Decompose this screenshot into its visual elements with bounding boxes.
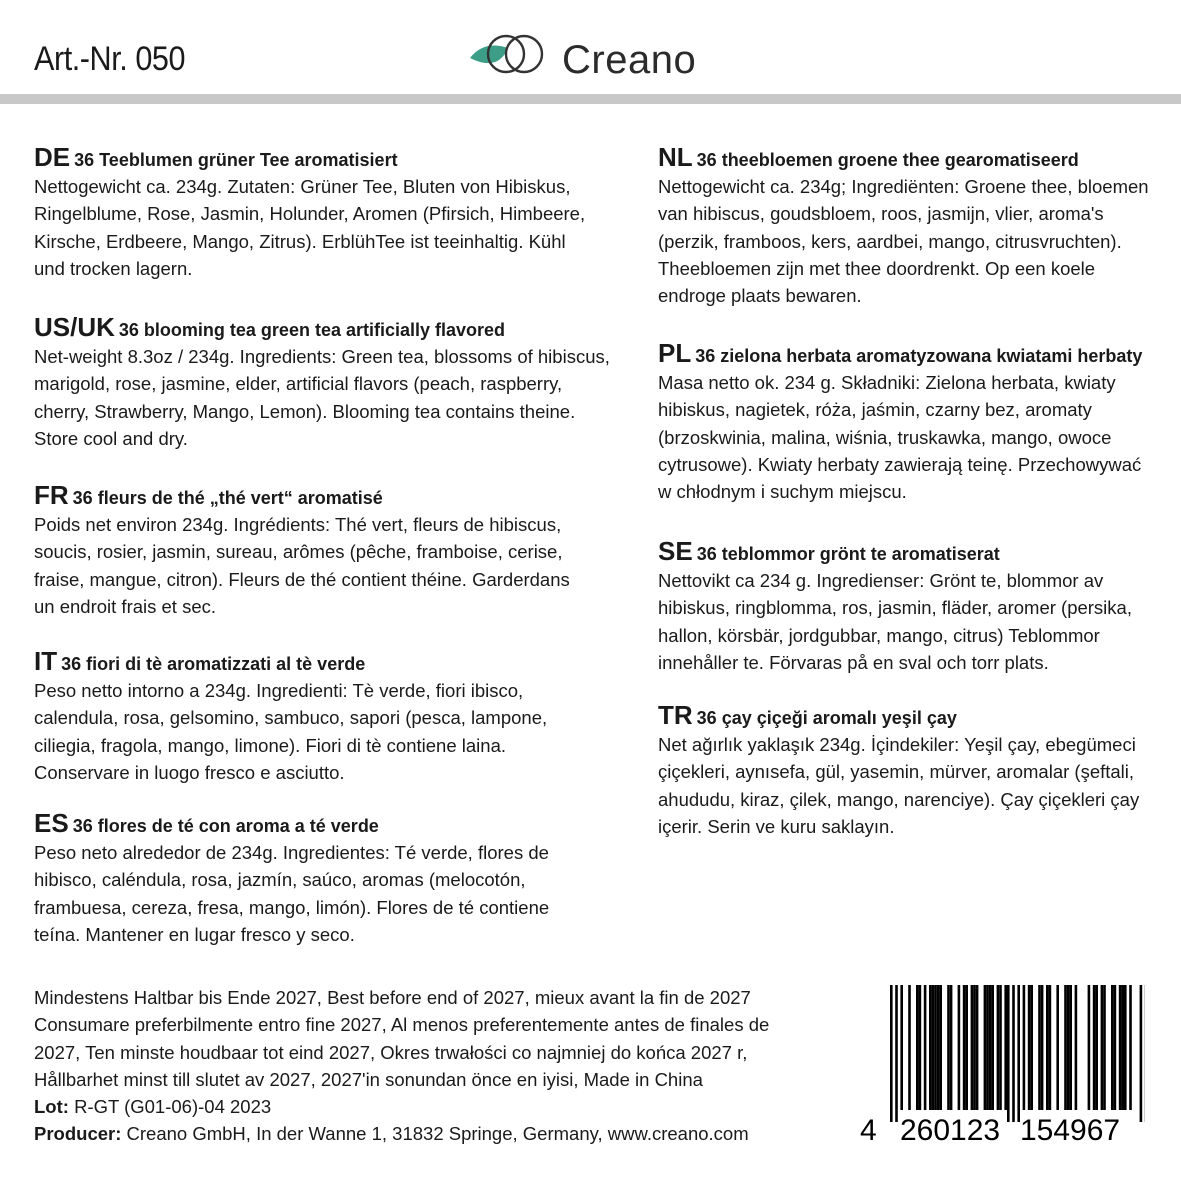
best-before-text	[34, 984, 769, 1093]
description-line: ciliegia, fragola, mango, limone). Fiori di tè contiene laina.	[34, 734, 506, 756]
barcode-bar	[965, 985, 968, 1110]
description-line: Nettogewicht ca. 234g; Ingrediënten: Groene thee, bloemen	[658, 176, 1149, 197]
barcode-bar	[1017, 985, 1020, 1122]
language-block-it	[34, 646, 547, 786]
description-line: Net ağırlık yaklaşık 234g. İçindekiler: Yeşil çay, ebegümeci	[658, 734, 1136, 755]
barcode-bar	[919, 985, 922, 1110]
barcode-bar	[1028, 985, 1031, 1110]
product-title: 36 fleurs de thé „thé vert“ aromatisé	[72, 488, 383, 508]
barcode-bar	[1088, 985, 1091, 1110]
barcode-bar	[1069, 985, 1072, 1110]
description-line: Nettogewicht ca. 234g. Zutaten: Grüner Tee, Bluten von Hibiskus,	[34, 176, 571, 197]
producer-label: Producer:	[34, 1123, 122, 1145]
description-line: Peso neto alrededor de 234g. Ingredientes: Té verde, flores de	[34, 842, 549, 863]
description-line: frambuesa, cereza, fresa, mango, limón). Flores de té contiene	[34, 896, 550, 918]
description-line: van hibiscus, goudsbloem, roos, jasmijn, vlier, aroma's	[658, 203, 1104, 225]
barcode-bar	[937, 985, 940, 1110]
block-heading	[34, 142, 585, 173]
best-before-line: Hållbarhet minst till slutet av 2027, 2027'in sonundan önce en iyisi, Made in China	[34, 1068, 703, 1090]
barcode-bar	[976, 985, 979, 1110]
description-line: innehåller te. Förvaras på en sval och torr plats.	[658, 651, 1049, 673]
barcode-bar	[1004, 985, 1007, 1110]
barcode-bar	[986, 985, 989, 1110]
block-heading	[658, 700, 1139, 731]
block-heading	[658, 338, 1142, 369]
description-line: Store cool and dry.	[34, 427, 188, 449]
brand-name: Creano	[562, 38, 697, 82]
barcode-bar	[1023, 985, 1026, 1110]
barcode-bar	[916, 985, 919, 1110]
language-code: SE	[658, 536, 693, 566]
language-code: IT	[34, 646, 58, 676]
product-title: 36 Teeblumen grüner Tee aromatisiert	[74, 150, 398, 170]
barcode-bar	[958, 985, 961, 1110]
barcode-bar	[908, 985, 911, 1110]
language-code: DE	[34, 142, 71, 172]
block-heading	[34, 808, 549, 839]
lot-value: R-GT (G01-06)-04 2023	[74, 1096, 272, 1118]
block-heading	[658, 142, 1149, 173]
language-code: ES	[34, 808, 69, 838]
language-block-se	[658, 536, 1132, 676]
barcode-bar	[1129, 985, 1132, 1110]
description-line: cherry, Strawberry, Mango, Lemon). Blooming tea contains theine.	[34, 400, 576, 422]
producer-value: Creano GmbH, In der Wanne 1, 31832 Springe, Germany, www.creano.com	[126, 1123, 749, 1145]
barcode-bar	[971, 985, 974, 1110]
description-line: Poids net environ 234g. Ingrédients: Thé vert, fleurs de hibiscus,	[34, 514, 562, 535]
barcode-bar	[1007, 985, 1010, 1122]
language-block-us-uk	[34, 312, 610, 452]
description-line: çiçekleri, aynısefa, gül, yasemin, mürver, aromalar (şeftali,	[658, 761, 1135, 783]
barcode-bar	[973, 985, 976, 1110]
language-block-nl	[658, 142, 1149, 309]
description-line: cytrusowe). Kwiaty herbaty zawierają teinę. Przechowywać	[658, 453, 1142, 475]
description-line: (perzik, framboos, kers, aardbei, mango, citrusvruchten).	[658, 230, 1122, 252]
description-line: Kirsche, Erdbeere, Mango, Zitrus). ErblühTee ist teeinhaltig. Kühl	[34, 230, 566, 252]
barcode-bar	[1041, 985, 1044, 1110]
barcode-bar	[963, 985, 966, 1110]
barcode-bar	[1111, 985, 1114, 1110]
barcode-bar	[989, 985, 992, 1110]
block-heading	[34, 480, 570, 511]
description-line: Peso netto intorno a 234g. Ingredienti: Tè verde, fiori ibisco,	[34, 680, 524, 701]
description-line: Nettovikt ca 234 g. Ingredienser: Grönt te, blommor av	[658, 570, 1104, 591]
description-line: hibisco, caléndula, rosa, jazmín, saúco, aromas (melocotón,	[34, 869, 526, 891]
barcode-bar	[1093, 985, 1096, 1110]
barcode-bar	[1124, 985, 1127, 1110]
barcode-bar	[1095, 985, 1098, 1110]
language-block-de	[34, 142, 585, 282]
block-heading	[34, 312, 610, 343]
barcode-bar	[1064, 985, 1067, 1110]
barcode-bar	[890, 985, 893, 1122]
description-line: ahududu, kiraz, çilek, mango, narenciye). Çay çiçekleri çay	[658, 788, 1140, 810]
barcode-bar	[984, 985, 987, 1110]
block-heading	[34, 646, 547, 677]
barcode-bar	[1046, 985, 1049, 1110]
product-title: 36 fiori di tè aromatizzati al tè verde	[61, 654, 366, 674]
language-block-tr	[658, 700, 1139, 840]
barcode-bar	[947, 985, 950, 1110]
language-code: US/UK	[34, 312, 115, 342]
product-title: 36 blooming tea green tea artificially flavored	[118, 320, 506, 340]
block-heading	[658, 536, 1132, 567]
description-line: Conservare in luogo fresco e asciutto.	[34, 761, 345, 783]
footer-info	[34, 984, 769, 1148]
barcode-right-digits: 154967	[1020, 1114, 1121, 1145]
description-line: hibiskus, ringblomma, ros, jasmin, fläder, aromer (persika,	[658, 597, 1132, 619]
product-title: 36 zielona herbata aromatyzowana kwiatami herbaty	[695, 346, 1143, 366]
description-line: teína. Mantener en lugar fresco y seco.	[34, 923, 355, 945]
description-line: Masa netto ok. 234 g. Składniki: Zielona herbata, kwiaty	[658, 372, 1116, 393]
description-line: Theebloemen zijn met thee doordrenkt. Op een koele	[658, 257, 1096, 279]
barcode-bar	[932, 985, 935, 1110]
barcode-bar	[934, 985, 937, 1110]
barcode-bar	[1121, 985, 1124, 1110]
barcode-bar	[1075, 985, 1078, 1110]
description-line: Ringelblume, Rose, Jasmin, Holunder, Aromen (Pfirsich, Himbeere,	[34, 203, 586, 225]
barcode-bar	[1012, 985, 1015, 1122]
barcode-bar	[1038, 985, 1041, 1110]
ean-barcode	[860, 985, 1145, 1145]
barcode-bar	[924, 985, 927, 1110]
barcode-bar	[991, 985, 994, 1110]
barcode-first-digit: 4	[860, 1114, 877, 1145]
barcode-bar	[1103, 985, 1106, 1110]
description-line: (brzoskwinia, malina, wiśnia, truskawka, mango, owoce	[658, 426, 1112, 448]
language-code: PL	[658, 338, 692, 368]
barcode-bar	[929, 985, 932, 1110]
description-line: soucis, rosier, jasmin, sureau, arômes (pêche, framboise, cerise,	[34, 541, 563, 563]
barcode-bar	[1119, 985, 1122, 1110]
language-block-fr	[34, 480, 570, 620]
barcode-bar	[939, 985, 942, 1110]
product-title: 36 flores de té con aroma a té verde	[72, 816, 379, 836]
description-line: un endroit frais et sec.	[34, 595, 217, 617]
best-before-line: Consumare preferbilmente entro fine 2027, Al menos preferentemente antes de finales de	[34, 1014, 770, 1036]
description-line: w chłodnym i suchym miejscu.	[658, 481, 907, 503]
barcode-bar	[1140, 985, 1143, 1122]
barcode-bar	[997, 985, 1000, 1110]
language-code: FR	[34, 480, 69, 510]
description-line: hibiskus, nagietek, róża, jaśmin, czarny bez, aromaty	[658, 399, 1092, 421]
product-title: 36 teblommor grönt te aromatiserat	[696, 544, 1000, 564]
barcode-bar	[1101, 985, 1104, 1110]
description-line: und trocken lagern.	[34, 257, 193, 279]
barcode-bar	[999, 985, 1002, 1110]
header-divider	[0, 94, 1181, 104]
barcode-bar	[1030, 985, 1033, 1110]
producer-line	[34, 1120, 769, 1147]
barcode-bar	[1067, 985, 1070, 1110]
language-block-es	[34, 808, 549, 948]
barcode-bar	[1049, 985, 1052, 1110]
barcode-bar	[1056, 985, 1059, 1110]
lot-line	[34, 1093, 769, 1120]
barcode-left-digits: 260123	[900, 1114, 1001, 1145]
product-title: 36 theebloemen groene thee gearomatiseerd	[696, 150, 1079, 170]
description-line: calendula, rosa, gelsomino, sambuco, sapori (pesca, lampone,	[34, 707, 548, 729]
barcode-bar	[895, 985, 898, 1122]
best-before-line: 2027, Ten minste houdbaar tot eind 2027, Okres trwałości co najmniej do końca 2027 r,	[34, 1041, 748, 1063]
language-block-pl	[658, 338, 1142, 505]
description-line: içerir. Serin ve kuru saklayın.	[658, 815, 895, 837]
description-line: hallon, körsbär, jordgubbar, mango, citrus) Teblommor	[658, 624, 1100, 646]
description-line: marigold, rose, jasmine, elder, artificial flavors (peach, raspberry,	[34, 373, 563, 395]
language-code: TR	[658, 700, 693, 730]
leaf-logo-icon	[466, 30, 556, 80]
best-before-line: Mindestens Haltbar bis Ende 2027, Best before end of 2027, mieux avant la fin de 2027	[34, 987, 751, 1008]
barcode-bar	[950, 985, 953, 1110]
barcode-bar	[900, 985, 903, 1110]
article-number: Art.-Nr. 050	[34, 40, 186, 78]
product-title: 36 çay çiçeği aromalı yeşil çay	[696, 708, 957, 728]
description-line: endroge plaats bewaren.	[658, 285, 862, 307]
description-line: Net-weight 8.3oz / 234g. Ingredients: Green tea, blossoms of hibiscus,	[34, 346, 610, 367]
barcode-bar	[1114, 985, 1117, 1110]
lot-label: Lot:	[34, 1096, 69, 1118]
language-code: NL	[658, 142, 693, 172]
description-line: fraise, mangue, citron). Fleurs de thé contient théine. Garderdans	[34, 568, 570, 590]
